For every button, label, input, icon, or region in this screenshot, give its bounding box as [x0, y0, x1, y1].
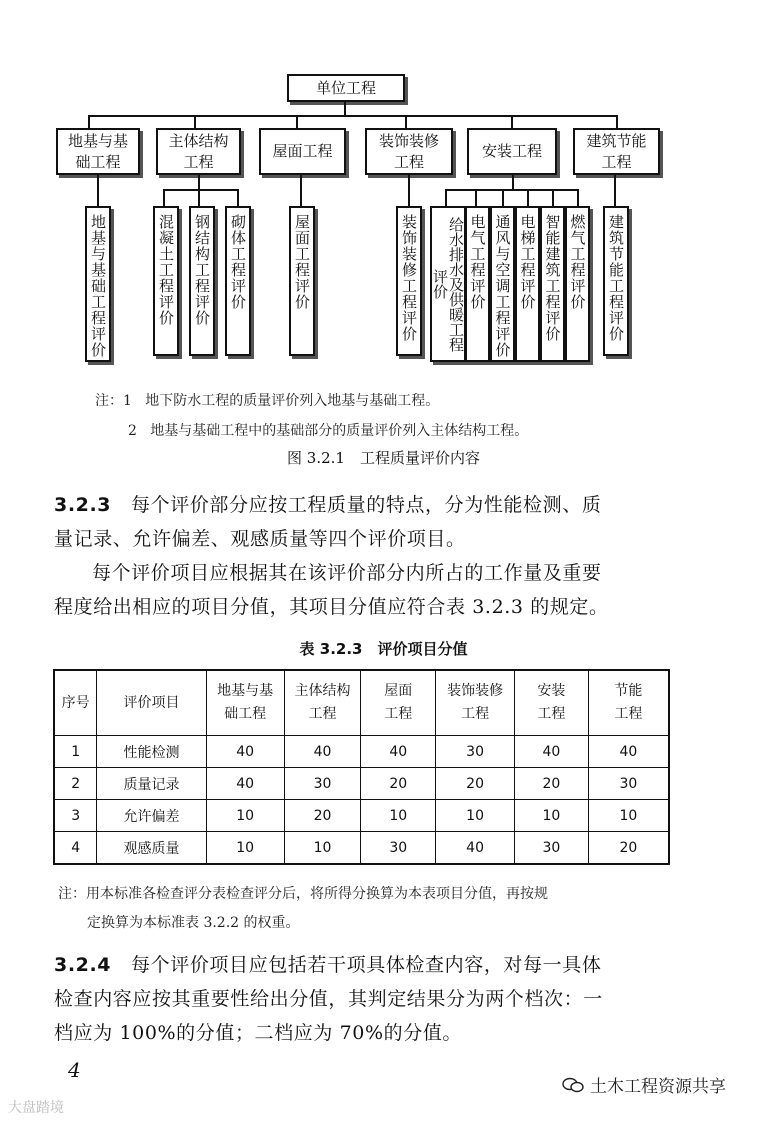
eval-concrete: 混凝土工程评价 [153, 206, 179, 356]
eval-water-heating: 给水排水及供暖工程评价 [430, 206, 466, 362]
eval-hvac: 通风与空调工程评价 [490, 206, 515, 362]
table-caption: 表 3.2.3 评价项目分值 [299, 640, 468, 658]
table-note-2: 定换算为本标准表 3.2.2 的权重。 [87, 915, 300, 931]
th-decoration: 装饰装修工程 [436, 670, 515, 736]
th-installation: 安装工程 [515, 670, 589, 736]
eval-roof: 屋面工程评价 [289, 206, 315, 356]
table-note-1: 注：用本标准各检查评分表检查评分后，将所得分换算为本表项目分值，再按规 [58, 886, 548, 902]
figure-caption: 图 3.2.1 工程质量评价内容 [287, 449, 480, 467]
eval-elevator: 电梯工程评价 [515, 206, 540, 362]
section-main-structure: 主体结构工程 [156, 128, 241, 175]
th-energy: 节能工程 [588, 670, 669, 736]
section-decoration: 装饰装修工程 [365, 128, 453, 175]
th-foundation: 地基与基础工程 [206, 670, 284, 736]
clause-3-2-3: 3.2.3 每个评价部分应按工程质量的特点，分为性能检测、质 量记录、允许偏差、观感质量等四个评价项目。 每个评价项目应根据其在该评价部分内所占的工作量及重要 程度给出相应的项目分值，其项目分值应符合表 3.2.3 的规定。 [54, 494, 609, 618]
th-structure: 主体结构工程 [284, 670, 361, 736]
root-box: 单位工程 [287, 74, 405, 102]
th-index: 序号 [54, 670, 97, 736]
table-row: 1 性能检测 40 40 40 30 40 40 [54, 736, 669, 768]
watermark-right: 土木工程资源共享 [562, 1072, 726, 1097]
diagram-note-1: 注：1 地下防水工程的质量评价列入地基与基础工程。 [95, 393, 440, 409]
page-number: 4 [68, 1058, 81, 1082]
section-foundation: 地基与基础工程 [56, 128, 140, 175]
eval-decoration: 装饰装修工程评价 [396, 206, 422, 356]
eval-energy: 建筑节能工程评价 [603, 206, 629, 356]
eval-electrical: 电气工程评价 [465, 206, 490, 362]
section-energy: 建筑节能工程 [573, 128, 660, 175]
eval-gas: 燃气工程评价 [565, 206, 590, 362]
eval-masonry: 砌体工程评价 [225, 206, 251, 356]
eval-intelligent: 智能建筑工程评价 [540, 206, 565, 362]
table-row: 3 允许偏差 10 20 10 10 10 10 [54, 800, 669, 832]
watermark-left: 大盘踏境 [8, 1100, 64, 1116]
th-item: 评价项目 [97, 670, 206, 736]
score-table [53, 669, 670, 865]
eval-foundation: 地基与基础工程评价 [85, 206, 111, 362]
table-header-row [54, 670, 669, 736]
table-row: 2 质量记录 40 30 20 20 20 30 [54, 768, 669, 800]
eval-steel: 钢结构工程评价 [189, 206, 215, 356]
section-roof: 屋面工程 [259, 128, 346, 175]
table-row: 4 观感质量 10 10 30 40 30 20 [54, 832, 669, 865]
section-installation: 安装工程 [467, 128, 557, 175]
clause-3-2-4: 3.2.4 每个评价项目应包括若干项具体检查内容，对每一具体 检查内容应按其重要性给出分值，其判定结果分为两个档次：一 档应为 100%的分值；二档应为 70%的分值。 [54, 954, 603, 1044]
wechat-icon [562, 1077, 584, 1093]
diagram-note-2: 2 地基与基础工程中的基础部分的质量评价列入主体结构工程。 [128, 423, 529, 439]
th-roof: 屋面工程 [361, 670, 436, 736]
